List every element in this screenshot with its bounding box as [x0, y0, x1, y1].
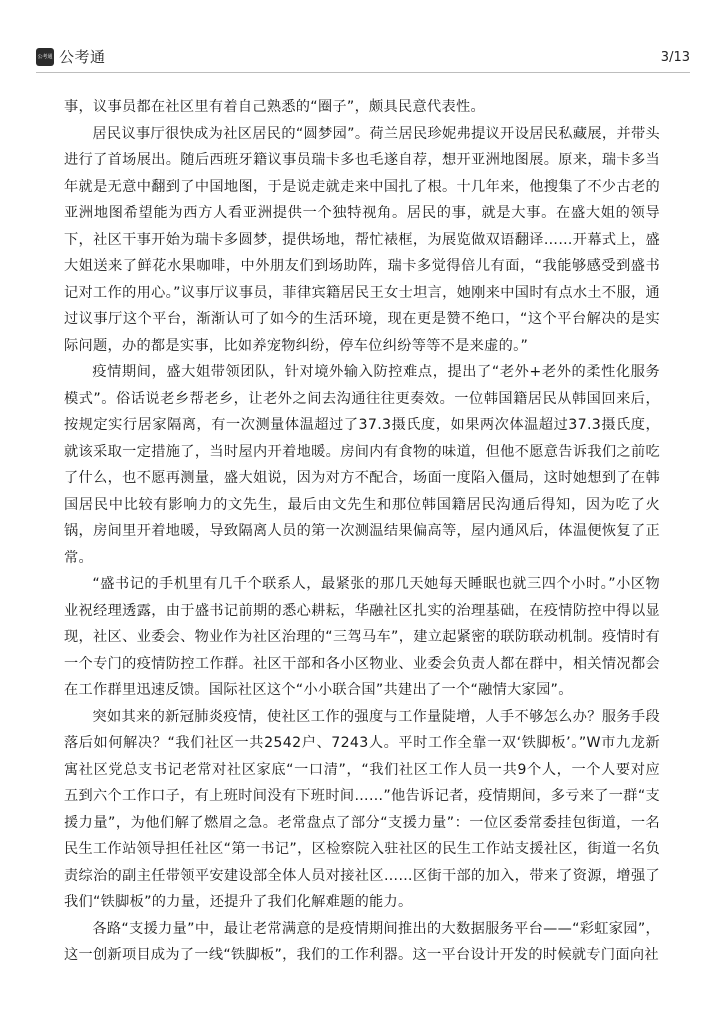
- page-number: 3/13: [660, 50, 690, 65]
- document-body: [64, 94, 660, 969]
- paragraph: 居民议事厅很快成为社区居民的“圆梦园”。荷兰居民珍妮弗提议开设居民私藏展，并带头进行了首场展出。随后西班牙籍议事员瑞卡多也毛遂自荐，想开亚洲地图展。原来，瑞卡多当年就是无意中翻到了中国地图，于是说走就走来中国扎了根。十几年来，他搜集了不少古老的亚洲地图希望能为西方人看亚洲提供一个独特视角。居民的事，就是大事。在盛大姐的领导下，社区干事开始为瑞卡多圆梦，提供场地，帮忙裱框，为展览做双语翻译……开幕式上，盛大姐送来了鲜花水果咖啡，中外朋友们到场助阵，瑞卡多觉得倍儿有面，“我能够感受到盛书记对工作的用心。”议事厅议事员，菲律宾籍居民王女士坦言，她刚来中国时有点水土不服，通过议事厅这个平台，渐渐认可了如今的生活环境，现在更是赞不绝口，“这个平台解决的是实际问题，办的都是实事，比如养宠物纠纷，停车位纠纷等等不是来虚的。”: [64, 125, 660, 354]
- header-divider: [36, 72, 690, 73]
- paragraph: 疫情期间，盛大姐带领团队，针对境外输入防控难点，提出了“老外+老外的柔性化服务模式”。俗话说老乡帮老乡，让老外之间去沟通往往更奏效。一位韩国籍居民从韩国回来后，按规定实行居家隔离，有一次测量体温超过了37.3摄氏度，如果两次体温超过37.3摄氏度，就该采取一定措施了，当时屋内开着地暖。房间内有食物的味道，但他不愿意告诉我们之前吃了什么，也不愿再测量，盛大姐说，因为对方不配合，场面一度陷入僵局，这时她想到了在韩国居民中比较有影响力的文先生，最后由文先生和那位韩国籍居民沟通后得知，因为吃了火锅，房间里开着地暖，导致隔离人员的第一次测温结果偏高等，屋内通风后，体温便恢复了正常。: [64, 364, 660, 566]
- page-header: [0, 0, 724, 80]
- paragraph: “盛书记的手机里有几千个联系人，最紧张的那几天她每天睡眠也就三四个小时。”小区物业祝经理透露，由于盛书记前期的悉心耕耘，华融社区扎实的治理基础，在疫情防控中得以显现，社区、业委会、物业作为社区治理的“三驾马车”，建立起紧密的联防联动机制。疫情时有一个专门的疫情防控工作群。社区干部和各小区物业、业委会负责人都在群中，相关情况都会在工作群里迅速反馈。国际社区这个“小小联合国”共建出了一个“融情大家园”。: [64, 576, 660, 698]
- paragraph: 突如其来的新冠肺炎疫情，使社区工作的强度与工作量陡增，人手不够怎么办？服务手段落后如何解决？“我们社区一共2542户、7243人。平时工作全靠一双‘铁脚板’。”W市九龙新寓社区党总支书记老常对社区家底“一口清”，“我们社区工作人员一共9个人，一个人要对应五到六个工作口子，有上班时间没有下班时间……”他告诉记者，疫情期间，多亏来了一群“支援力量”，为他们解了燃眉之急。老常盘点了部分“支援力量”：一位区委常委挂包街道，一名民生工作站领导担任社区“第一书记”，区检察院入驻社区的民生工作站支援社区，街道一名负责综治的副主任带领平安建设部全体人员对接社区……区街干部的加入，带来了资源，增强了我们“铁脚板”的力量，还提升了我们化解难题的能力。: [64, 708, 660, 910]
- logo-icon: 公考通: [36, 48, 54, 66]
- brand-logo: [36, 46, 106, 67]
- logo-text: 公考通: [59, 48, 106, 66]
- paragraph: 事，议事员都在社区里有着自己熟悉的“圈子”，颇具民意代表性。: [64, 99, 485, 115]
- paragraph: 各路“支援力量”中，最让老常满意的是疫情期间推出的大数据服务平台——“彩虹家园”，这一创新项目成为了一线“铁脚板”，我们的工作利器。这一平台设计开发的时候就专门面向社: [64, 920, 660, 963]
